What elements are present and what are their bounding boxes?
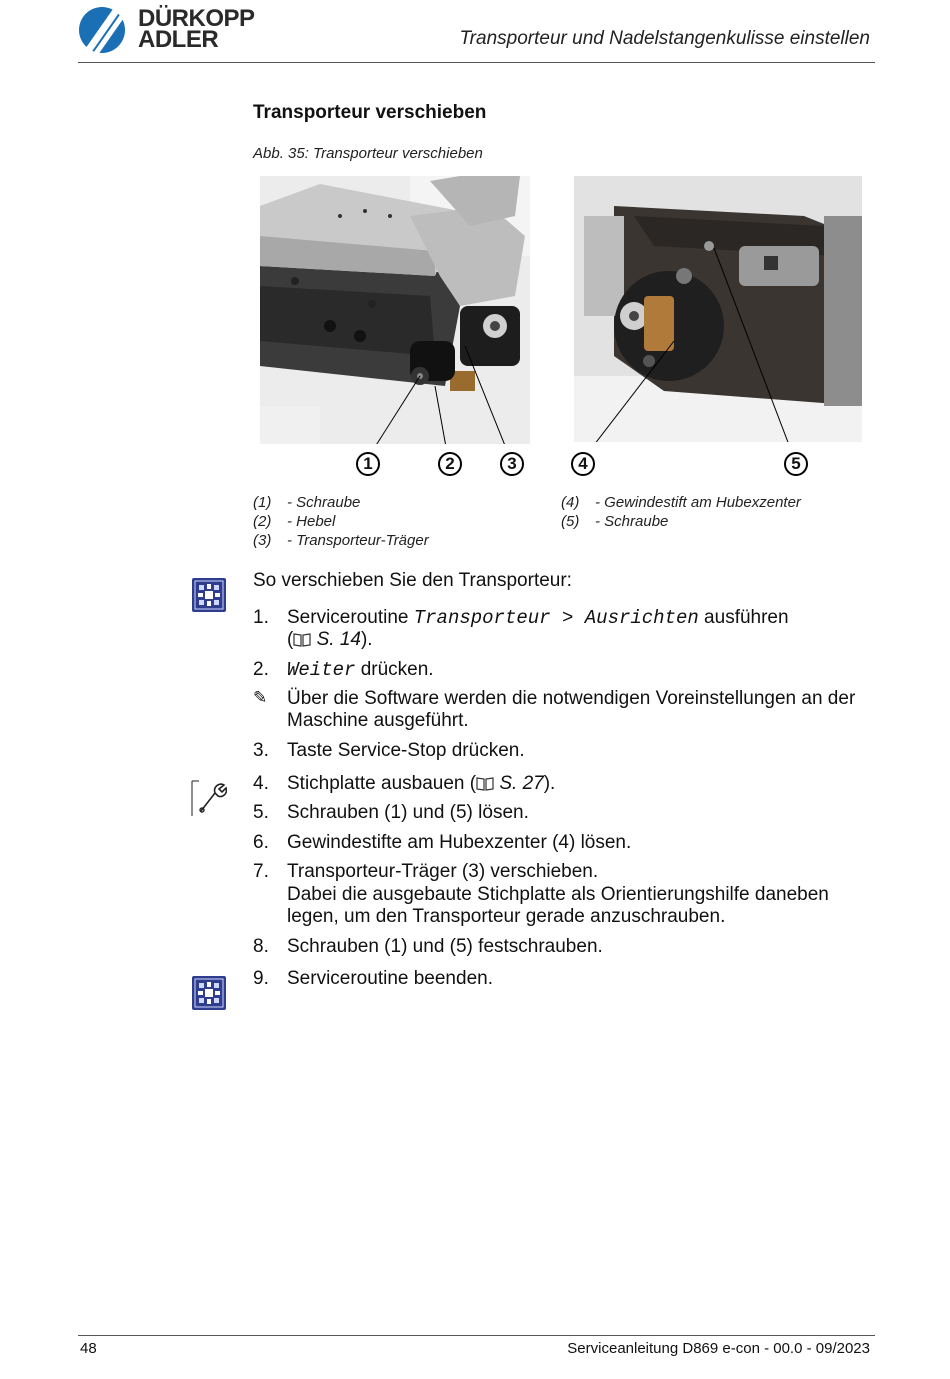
figure-caption: Abb. 35: Transporteur verschieben [253, 145, 483, 162]
logo-mark-icon [78, 6, 134, 54]
result-note: ✎ Über die Software werden die notwendigen Voreinstellungen an der Maschine ausgeführt. [253, 688, 856, 731]
running-title: Transporteur und Nadelstangenkulisse einstellen [459, 28, 870, 49]
control-panel-icon [192, 578, 226, 612]
callout-5: 5 [784, 452, 808, 476]
callout-3: 3 [500, 452, 524, 476]
step-9: 9. Serviceroutine beenden. [253, 968, 493, 989]
step-4: 4. Stichplatte ausbauen ( S. 27). [253, 773, 873, 797]
book-icon [476, 775, 494, 797]
callout-4: 4 [571, 452, 595, 476]
book-icon [293, 631, 311, 653]
brand-logo [78, 6, 268, 54]
step-1: 1. Serviceroutine Transporteur > Ausrichten ausführen ( S. 14). [253, 607, 873, 655]
header-divider [78, 62, 875, 63]
step-8: 8. Schrauben (1) und (5) festschrauben. [253, 936, 603, 957]
logo-wordmark: DÜRKOPP ADLER [138, 5, 255, 53]
document-reference: Serviceanleitung D869 e-con - 00.0 - 09/2023 [567, 1340, 870, 1357]
step-2: 2. Weiter drücken. [253, 659, 434, 681]
control-panel-icon [192, 976, 226, 1010]
step-5: 5. Schrauben (1) und (5) lösen. [253, 802, 529, 823]
callout-1: 1 [356, 452, 380, 476]
menu-path: Transporteur > Ausrichten [413, 607, 699, 629]
callout-2: 2 [438, 452, 462, 476]
step-3: 3. Taste Service-Stop drücken. [253, 740, 525, 761]
wrench-icon [191, 779, 225, 813]
figure-photo-right [574, 176, 862, 442]
figure-photo-left [260, 176, 530, 444]
section-title: Transporteur verschieben [253, 102, 487, 123]
intro-text: So verschieben Sie den Transporteur: [253, 570, 572, 591]
step-6: 6. Gewindestifte am Hubexzenter (4) lösen. [253, 832, 632, 853]
page-reference-link[interactable]: S. 14 [311, 629, 361, 650]
footer-divider [78, 1335, 875, 1336]
button-name: Weiter [287, 659, 356, 681]
step-7: 7. Transporteur-Träger (3) verschieben. Dabei die ausgebaute Stichplatte als Orientierungshilfe daneben legen, um den Transporteur gerade anzuschrauben. [253, 861, 829, 927]
page-reference-link[interactable]: S. 27 [494, 773, 544, 794]
page-number: 48 [80, 1340, 97, 1357]
result-arrow-icon: ✎ [253, 688, 268, 707]
